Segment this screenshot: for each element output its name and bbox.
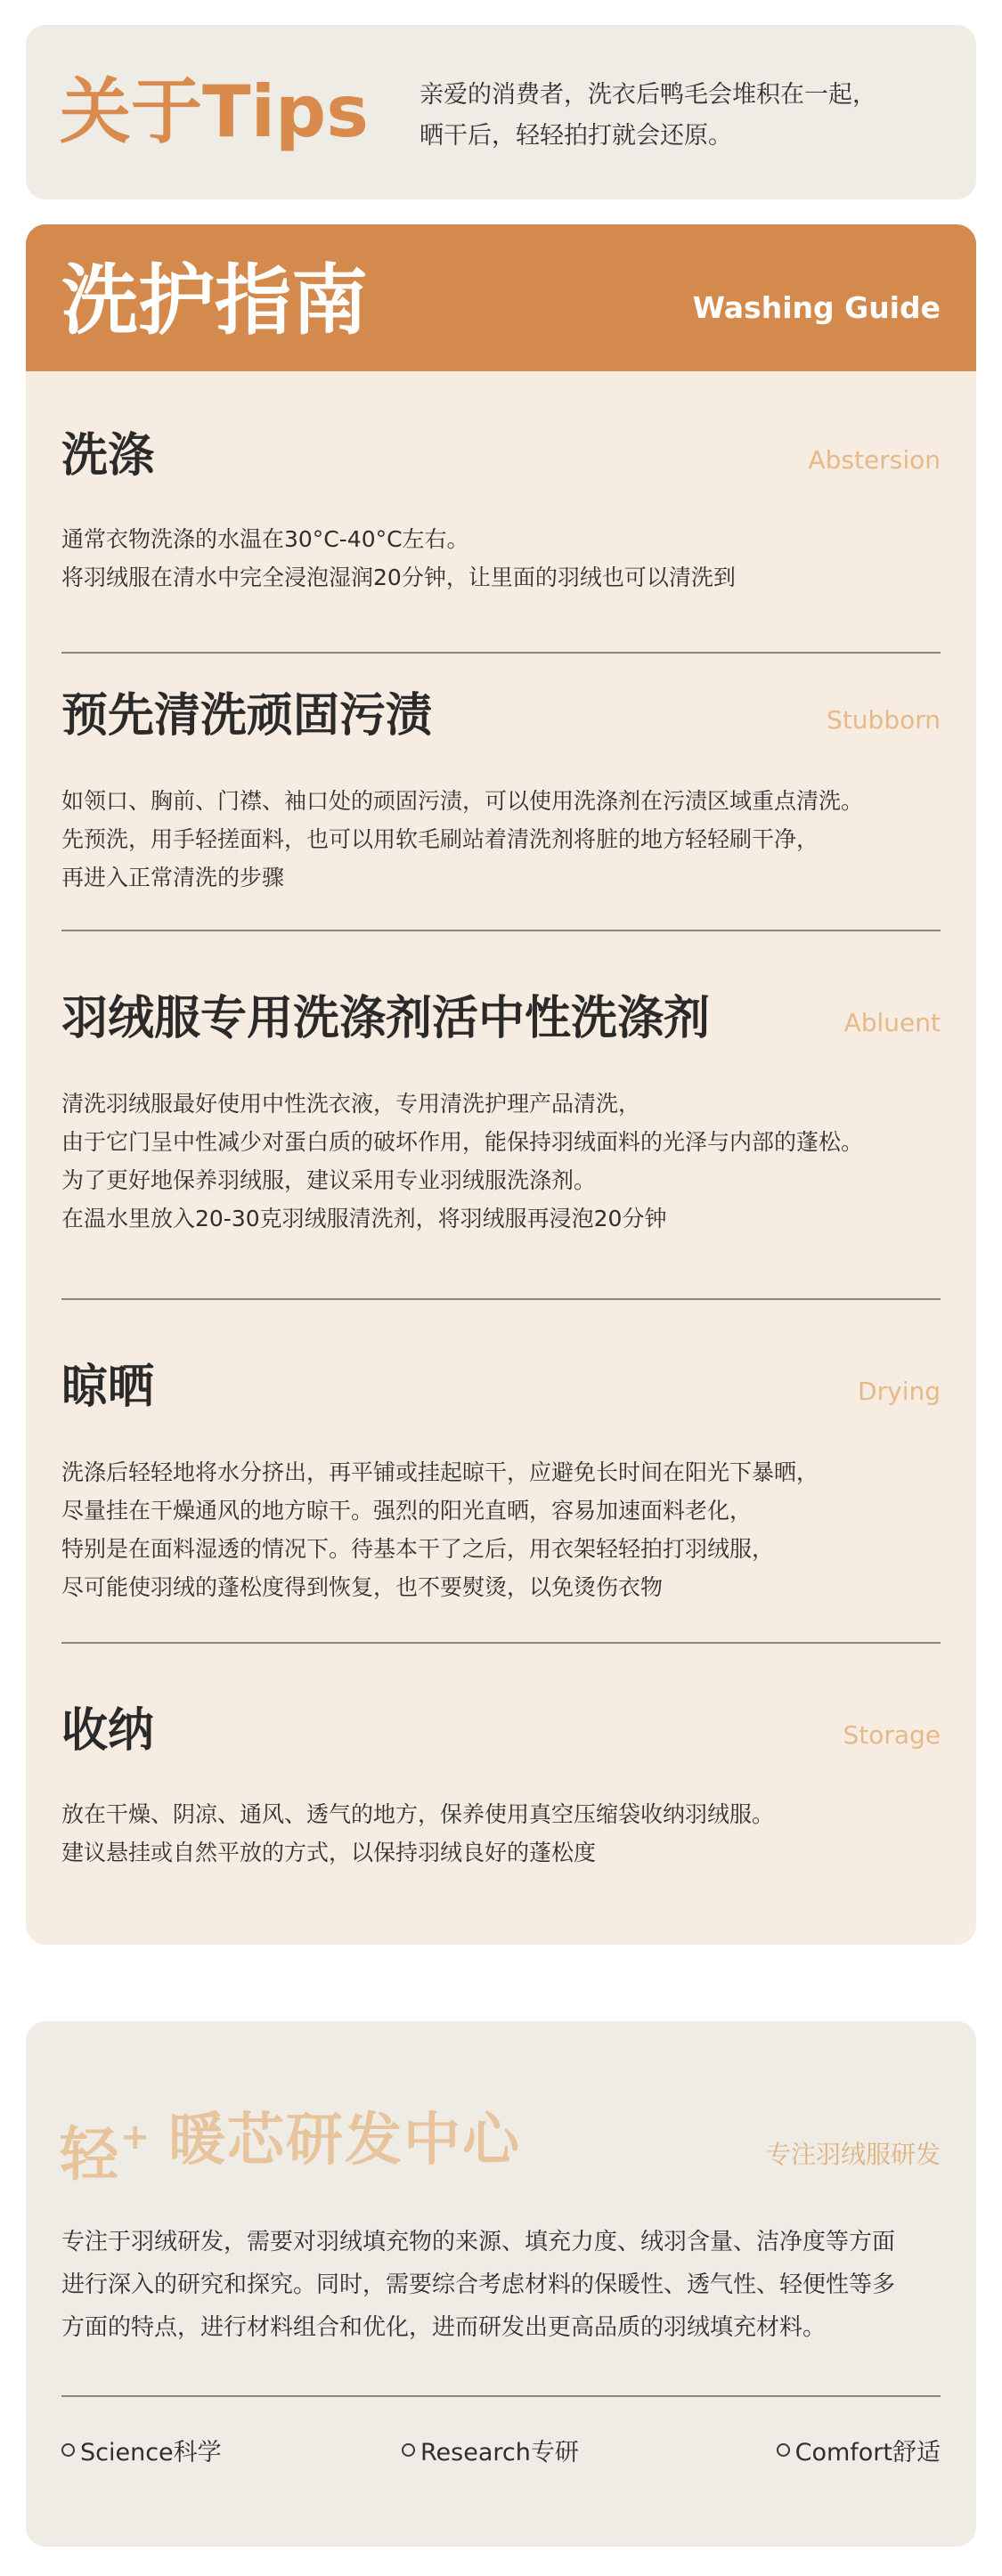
section-line: 将羽绒服在清水中完全浸泡湿润20分钟，让里面的羽绒也可以清洗到 bbox=[61, 565, 736, 590]
section-title: 晾晒 bbox=[61, 1361, 155, 1414]
section-body bbox=[61, 782, 941, 897]
section-divider bbox=[61, 1298, 941, 1300]
rd-line: 专注于羽绒研发，需要对羽绒填充物的来源、填充力度、绒羽含量、洁净度等方面 bbox=[61, 2229, 896, 2255]
section-storage bbox=[61, 1702, 941, 1863]
section-line: 洗涤后轻轻地将水分挤出，再平铺或挂起晾干，应避免长时间在阳光下暴晒， bbox=[61, 1459, 819, 1485]
section-line: 再进入正常清洗的步骤 bbox=[61, 865, 285, 890]
circle-icon bbox=[61, 2443, 75, 2457]
feature-label: Comfort舒适 bbox=[794, 2439, 941, 2466]
feature-research bbox=[402, 2433, 579, 2467]
rd-description bbox=[61, 2221, 943, 2349]
section-line: 先预洗，用手轻搓面料，也可以用软毛刷站着清洗剂将脏的地方轻轻刷干净， bbox=[61, 826, 819, 852]
section-line: 如领口、胸前、门襟、袖口处的顽固污渍，可以使用洗涤剂在污渍区域重点清洗。 bbox=[61, 788, 864, 814]
section-divider bbox=[61, 652, 941, 654]
section-divider bbox=[61, 1642, 941, 1644]
section-line: 建议悬挂或自然平放的方式，以保持羽绒良好的蓬松度 bbox=[61, 1840, 597, 1865]
feature-science bbox=[61, 2433, 222, 2467]
section-line: 尽可能使羽绒的蓬松度得到恢复，也不要熨烫，以免烫伤衣物 bbox=[61, 1574, 664, 1600]
section-line: 尽量挂在干燥通风的地方晾干。强烈的阳光直晒，容易加速面料老化， bbox=[61, 1498, 753, 1524]
tips-line: 晒干后，轻轻拍打就会还原。 bbox=[420, 122, 732, 150]
section-en-label: Stubborn bbox=[827, 705, 941, 735]
guide-title: 洗护指南 bbox=[61, 256, 368, 345]
section-line: 由于它门呈中性减少对蛋白质的破坏作用，能保持羽绒面料的光泽与内部的蓬松。 bbox=[61, 1129, 864, 1155]
guide-header bbox=[26, 224, 976, 371]
section-en-label: Abluent bbox=[843, 1008, 941, 1037]
section-line: 放在干燥、阴凉、通风、透气的地方，保养使用真空压缩袋收纳羽绒服。 bbox=[61, 1801, 775, 1827]
rd-tagline: 专注羽绒服研发 bbox=[765, 2140, 941, 2169]
section-line: 通常衣物洗涤的水温在30°C-40°C左右。 bbox=[61, 526, 469, 552]
rd-center-card bbox=[26, 2021, 976, 2547]
washing-guide-card bbox=[26, 224, 976, 1945]
tips-title: 关于Tips bbox=[60, 70, 369, 153]
section-body bbox=[61, 1085, 941, 1238]
tips-line: 亲爱的消费者，洗衣后鸭毛会堆积在一起， bbox=[420, 81, 876, 109]
tips-card bbox=[26, 25, 976, 199]
section-body bbox=[61, 520, 941, 597]
rd-title: 暖芯研发中心 bbox=[168, 2108, 521, 2174]
tips-text bbox=[420, 75, 954, 157]
section-title: 预先清洗顽固污渍 bbox=[61, 689, 433, 743]
section-en-label: Storage bbox=[843, 1720, 941, 1750]
brand-logo-plus: + bbox=[120, 2117, 151, 2158]
section-title: 洗涤 bbox=[61, 429, 155, 483]
section-line: 特别是在面料湿透的情况下。待基本干了之后，用衣架轻轻拍打羽绒服， bbox=[61, 1536, 775, 1562]
circle-icon bbox=[777, 2443, 790, 2457]
section-divider bbox=[61, 930, 941, 931]
section-drying bbox=[61, 1359, 941, 1600]
section-line: 为了更好地保养羽绒服，建议采用专业羽绒服洗涤剂。 bbox=[61, 1167, 597, 1193]
rd-line: 方面的特点，进行材料组合和优化，进而研发出更高品质的羽绒填充材料。 bbox=[61, 2314, 827, 2341]
section-abluent bbox=[61, 990, 941, 1231]
feature-label: Science科学 bbox=[80, 2439, 222, 2466]
rd-divider bbox=[61, 2395, 941, 2397]
circle-icon bbox=[402, 2443, 415, 2457]
section-stubborn bbox=[61, 687, 941, 890]
section-title: 羽绒服专用洗涤剂活中性洗涤剂 bbox=[61, 992, 711, 1045]
section-line: 清洗羽绒服最好使用中性洗衣液，专用清洗护理产品清洗， bbox=[61, 1091, 641, 1117]
section-en-label: Abstersion bbox=[808, 445, 941, 475]
rd-line: 进行深入的研究和探究。同时，需要综合考虑材料的保暖性、透气性、轻便性等多 bbox=[61, 2271, 896, 2298]
section-abstersion bbox=[61, 427, 941, 590]
section-body bbox=[61, 1795, 941, 1872]
section-title: 收纳 bbox=[61, 1704, 155, 1758]
guide-subtitle: Washing Guide bbox=[692, 290, 941, 325]
feature-label: Research专研 bbox=[420, 2439, 579, 2466]
brand-logo-char: 轻 bbox=[60, 2120, 118, 2189]
section-line: 在温水里放入20-30克羽绒服清洗剂，将羽绒服再浸泡20分钟 bbox=[61, 1206, 667, 1231]
section-body bbox=[61, 1453, 941, 1606]
feature-comfort bbox=[777, 2433, 941, 2467]
brand-logo bbox=[60, 2107, 151, 2190]
section-en-label: Drying bbox=[858, 1377, 941, 1406]
